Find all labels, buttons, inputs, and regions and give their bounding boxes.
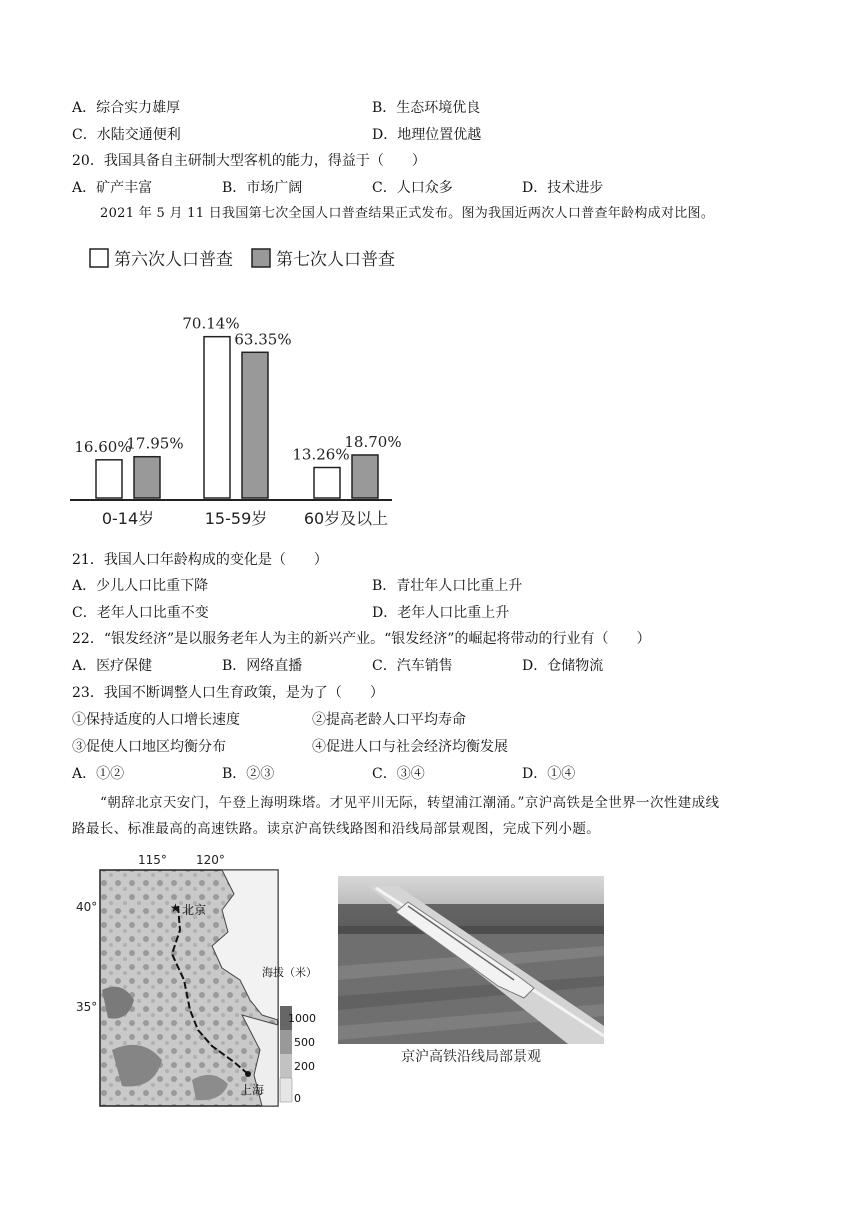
q22-option-a: A．医疗保健 [72,658,153,674]
rail-intro-line-2: 路最长、标准最高的高速铁路。读京沪高铁线路图和沿线局部景观图，完成下列小题。 [72,821,601,837]
data-label-6th-0: 16.60% [74,437,132,456]
bar-7th-2 [352,455,378,498]
bar-7th-1 [242,352,268,498]
q23-option-c: C．③④ [372,766,425,782]
data-label-7th-0: 17.95% [126,434,184,453]
q19-option-b: B．生态环境优良 [372,100,481,116]
city-shanghai: 上海 [240,1083,265,1097]
legend-label-6th: 第六次人口普查 [114,250,233,270]
chart-legend [90,249,395,270]
lon-label-120: 120° [196,853,225,867]
q23-option-b: B．②③ [222,766,275,782]
bar-6th-1 [204,337,230,498]
city-beijing: 北京 [182,903,207,917]
bar-6th-2 [314,468,340,498]
q23-statement-4: ④促进人口与社会经济均衡发展 [312,739,508,755]
legend-swatch-7th [252,249,270,267]
q20-option-b: B．市场广阔 [222,180,303,196]
q20-stem: 20．我国具备自主研制大型客机的能力，得益于（ ） [72,153,426,169]
q20-option-d: D．技术进步 [522,180,604,196]
bar-6th-0 [96,460,122,498]
data-label-7th-1: 63.35% [234,330,292,349]
legend-tick-0: 0 [294,1092,301,1105]
legend-label-7th: 第七次人口普查 [276,250,395,270]
q23-statement-3: ③促使人口地区均衡分布 [72,739,226,755]
data-label-6th-1: 70.14% [182,314,240,333]
q22-option-b: B．网络直播 [222,658,303,674]
q22-stem: 22．“银发经济”是以服务老年人为主的新兴产业。“银发经济”的崛起将带动的行业有（ ） [72,631,651,647]
bar-7th-0 [134,457,160,498]
legend-tick-500: 500 [294,1036,315,1049]
x-tick-label-1: 15-59岁 [204,509,268,528]
q21-stem: 21．我国人口年龄构成的变化是（ ） [72,552,328,568]
q21-option-d: D．老年人口比重上升 [372,605,510,621]
q22-option-c: C．汽车销售 [372,658,453,674]
legend-band-0 [280,1078,292,1102]
lon-label-115: 115° [138,853,167,867]
q21-option-c: C．老年人口比重不变 [72,605,209,621]
x-tick-label-0: 0-14岁 [101,509,155,528]
legend-swatch-6th [90,249,108,267]
q23-stem: 23．我国不断调整人口生育政策，是为了（ ） [72,685,384,701]
q19-option-d: D．地理位置优越 [372,127,482,143]
lat-label-35: 35° [76,1000,98,1014]
x-tick-label-2: 60岁及以上 [303,509,389,528]
legend-title: 海拔（米） [262,966,317,979]
q21-option-b: B．青壮年人口比重上升 [372,578,523,594]
shanghai-dot [245,1071,251,1077]
data-label-7th-2: 18.70% [344,432,402,451]
census-age-chart [66,240,406,532]
legend-band-500 [280,1030,292,1054]
photo-caption: 京沪高铁沿线局部景观 [401,1049,541,1065]
rail-intro-line-1: “朝辞北京天安门，午登上海明珠塔。才见平川无际，转望浦江潮涌。”京沪高铁是全世界一次性建成线 [100,795,720,811]
rail-intro [72,790,792,842]
q23-option-a: A．①② [72,766,125,782]
legend-tick-200: 200 [294,1060,315,1073]
q19-option-c: C．水陆交通便利 [72,127,181,143]
q21-option-a: A．少儿人口比重下降 [72,578,209,594]
lat-label-40: 40° [76,900,98,914]
q22-option-d: D．仓储物流 [522,658,604,674]
data-label-6th-2: 13.26% [292,445,350,464]
q23-statement-2: ②提高老龄人口平均寿命 [312,712,466,728]
legend-tick-1000: 1000 [288,1012,316,1025]
beijing-star-icon: ★ [170,901,181,915]
q20-option-a: A．矿产丰富 [72,180,153,196]
q23-statement-1: ①保持适度的人口增长速度 [72,712,240,728]
q23-option-d: D．①④ [522,766,576,782]
legend-band-200 [280,1054,292,1078]
q20-option-c: C．人口众多 [372,180,453,196]
census-intro: 2021 年 5 月 11 日我国第七次全国人口普查结果正式发布。图为我国近两次人口普查年龄构成对比图。 [100,206,715,221]
railway-landscape-photo [338,876,604,1044]
q19-option-a: A．综合实力雄厚 [72,100,181,116]
